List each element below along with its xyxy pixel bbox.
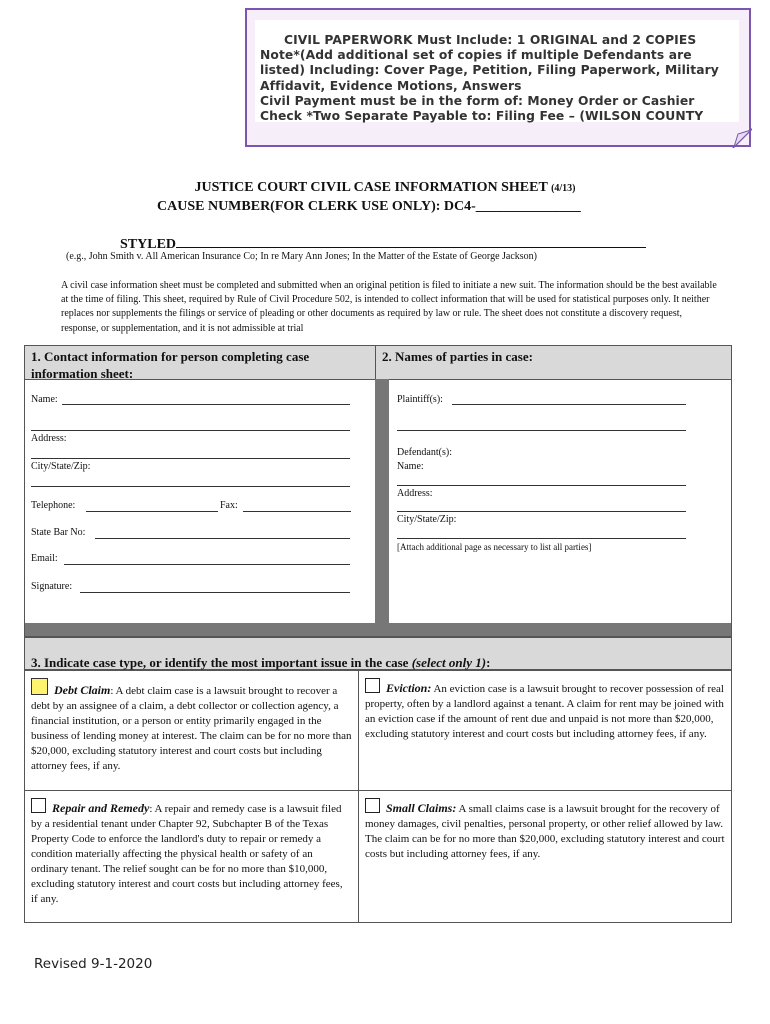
repair-remedy-description: : A repair and remedy case is a lawsuit filed by a residential tenant under Chapter 92, Subchapter B of the Texas Property Code to enforce the landlord's duty to repair or remedy a condition materially affecting the physical health or safety of an ordinary tenant. The relief sought can be for no more than $10,000, excluding statutory interest and court costs but including attorney fees, if any. xyxy=(31,803,343,905)
case-type-debt-claim xyxy=(24,670,359,791)
contact-state-bar-label: State Bar No: xyxy=(31,527,86,538)
contact-name-input-2[interactable] xyxy=(31,430,350,431)
styled-input-line[interactable] xyxy=(176,233,646,248)
eviction-title: Eviction: xyxy=(386,681,432,695)
contact-state-bar-input[interactable] xyxy=(95,538,350,539)
defendant-name-label: Name: xyxy=(397,461,424,472)
section3-heading xyxy=(24,637,732,670)
defendant-city-input[interactable] xyxy=(397,538,686,539)
notice-line: Note*(Add additional set of copies if multiple Defendants are xyxy=(260,48,692,63)
defendant-address-label: Address: xyxy=(397,488,433,499)
eviction-description: An eviction case is a lawsuit brought to recover possession of real property, often by a landlord against a tenant. A claim for rent may be joined with an eviction case if the amount of rent due and unpaid is not more than $20,000, excluding statutory interest and court costs but including attorney fees, if any. xyxy=(365,683,724,740)
contact-telephone-input[interactable] xyxy=(86,511,218,512)
case-type-small-claims xyxy=(358,790,732,923)
cause-number-field[interactable]: CAUSE NUMBER(FOR CLERK USE ONLY): DC4-_______________ xyxy=(157,199,581,214)
plaintiffs-label: Plaintiff(s): xyxy=(397,394,443,405)
contact-name-input[interactable] xyxy=(62,404,350,405)
styled-field[interactable] xyxy=(120,233,646,253)
page-title xyxy=(0,180,770,196)
folded-corner-icon xyxy=(732,128,752,148)
contact-name-label: Name: xyxy=(31,394,58,405)
contact-city-label: City/State/Zip: xyxy=(31,461,91,472)
contact-telephone-label: Telephone: xyxy=(31,500,76,511)
repair-remedy-title: Repair and Remedy xyxy=(52,801,150,815)
contact-email-input[interactable] xyxy=(64,564,350,565)
section-separator-bar xyxy=(25,623,731,636)
defendants-label: Defendant(s): xyxy=(397,447,452,458)
case-type-repair-remedy xyxy=(24,790,359,923)
contact-address-label: Address: xyxy=(31,433,67,444)
contact-signature-input[interactable] xyxy=(80,592,350,593)
debt-claim-checkbox[interactable] xyxy=(31,678,48,695)
eviction-checkbox[interactable] xyxy=(365,678,380,693)
contact-fax-label: Fax: xyxy=(220,500,238,511)
page-title-text: JUSTICE COURT CIVIL CASE INFORMATION SHEET xyxy=(194,180,548,195)
revision-date: Revised 9-1-2020 xyxy=(34,956,153,972)
notice-line: CIVIL PAPERWORK Must Include: 1 ORIGINAL and 2 COPIES xyxy=(284,33,697,47)
notice-line: Affidavit, Evidence Motions, Answers xyxy=(260,78,522,93)
defendant-city-label: City/State/Zip: xyxy=(397,514,457,525)
section3-heading-text: 3. Indicate case type, or identify the most important issue in the case xyxy=(31,655,409,670)
styled-label: STYLED xyxy=(120,237,177,252)
page-title-version: (4/13) xyxy=(551,183,576,194)
column-separator-bar xyxy=(375,379,389,623)
notice-line: Civil Payment must be in the form of: Money Order or Cashier xyxy=(260,93,695,108)
case-type-eviction xyxy=(358,670,732,791)
plaintiffs-input[interactable] xyxy=(452,404,686,405)
contact-fax-input[interactable] xyxy=(243,511,351,512)
plaintiffs-input-2[interactable] xyxy=(397,430,686,431)
debt-claim-description: : A debt claim case is a lawsuit brought to recover a debt by an assignee of a claim, a debt collector or collection agency, a financial institution, or a person or entity primarily engaged in the business of lending money at interest. The claim can be for no more than $20,000, excluding statutory interest and court costs but including attorney fees, if any. xyxy=(31,685,352,772)
styled-example: (e.g., John Smith v. All American Insurance Co; In re Mary Ann Jones; In the Matter of the Estate of George Jackson) xyxy=(66,251,538,262)
attach-note: [Attach additional page as necessary to list all parties] xyxy=(397,542,592,552)
notice-line: listed) Including: Cover Page, Petition, Filing Paperwork, Military xyxy=(260,63,719,78)
small-claims-checkbox[interactable] xyxy=(365,798,380,813)
defendant-name-input[interactable] xyxy=(397,485,686,486)
contact-city-input[interactable] xyxy=(31,486,350,487)
intro-paragraph: A civil case information sheet must be completed and submitted when an original petition is filed to initiate a new suit. The information should be the best available at the time of filing. This sheet, required by Rule of Civil Procedure 502, is intended to collect information that will be used for statistical purposes only. It neither replaces nor supplements the filings or service of pleading or other documents as required by law or rule. The sheet does not constitute a discovery request, response, or supplementation, and it is not admissible at trial xyxy=(61,280,717,334)
defendant-address-input[interactable] xyxy=(397,511,686,512)
contact-address-input[interactable] xyxy=(31,458,350,459)
section3-heading-note: (select only 1) xyxy=(411,655,487,670)
debt-claim-title: Debt Claim xyxy=(54,683,111,697)
section3-heading-colon: : xyxy=(486,655,491,670)
contact-signature-label: Signature: xyxy=(31,581,73,592)
notice-text xyxy=(260,33,740,124)
contact-email-label: Email: xyxy=(31,553,58,564)
section1-heading: 1. Contact information for person completing case information sheet: xyxy=(25,346,375,379)
section2-heading: 2. Names of parties in case: xyxy=(375,346,731,379)
small-claims-title: Small Claims: xyxy=(386,801,457,815)
repair-remedy-checkbox[interactable] xyxy=(31,798,46,813)
small-claims-description: A small claims case is a lawsuit brought for the recovery of money damages, civil penalties, personal property, or other relief allowed by law. The claim can be for no more than $20,000, excluding statutory interest and court costs but including attorney fees, if any. xyxy=(365,803,725,860)
notice-line: Check *Two Separate Payable to: Filing Fee – (WILSON COUNTY xyxy=(260,109,704,124)
